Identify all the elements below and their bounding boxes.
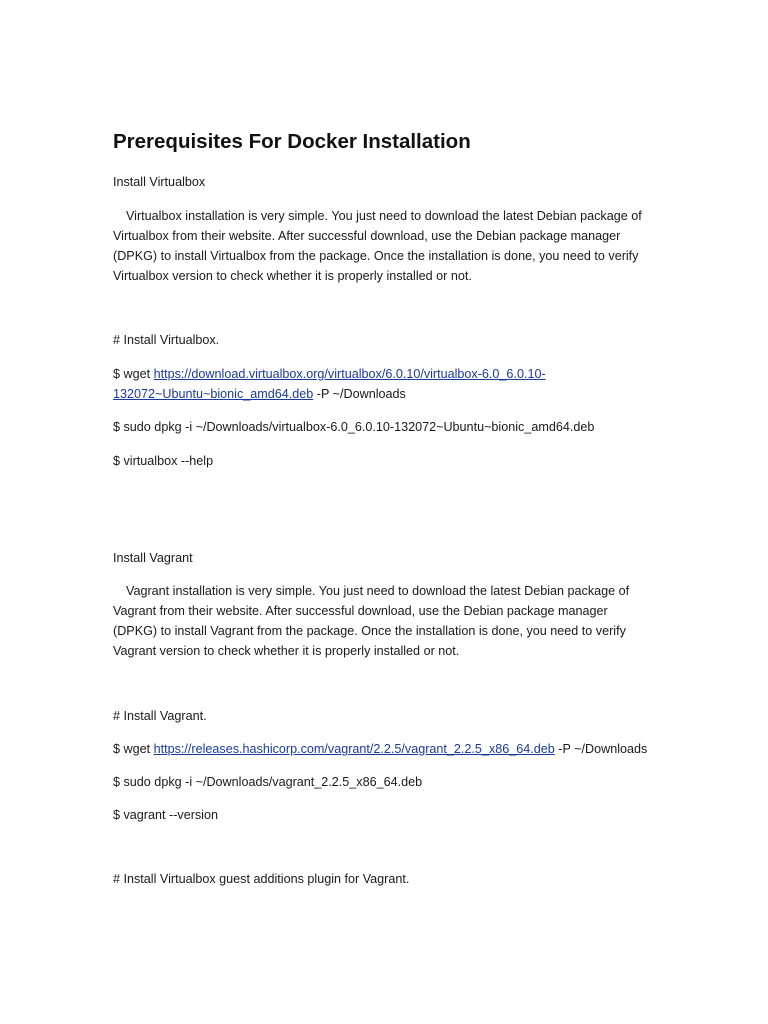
wget-prefix: $ wget [113,742,154,756]
virtualbox-comment: # Install Virtualbox. [113,333,220,347]
document-body [113,128,653,889]
virtualbox-download-link[interactable]: https://download.virtualbox.org/virtualbox/6.0.10/virtualbox-6.0_6.0.10- 132072~Ubuntu~bionic_amd64.deb [113,367,546,401]
wget-prefix: $ wget [113,367,154,381]
plugin-comment: # Install Virtualbox guest additions plugin for Vagrant. [113,872,410,886]
virtualbox-wget-command [113,364,653,404]
wget-suffix: -P ~/Downloads [554,742,648,756]
vagrant-download-link[interactable]: https://releases.hashicorp.com/vagrant/2.2.5/vagrant_2.2.5_x86_64.deb [153,742,555,756]
wget-suffix: -P ~/Downloads [313,387,406,401]
vagrant-dpkg-command: $ sudo dpkg -i ~/Downloads/vagrant_2.2.5_x86_64.deb [113,775,423,789]
section-heading-virtualbox: Install Virtualbox [113,175,206,189]
vagrant-wget-command [113,739,653,759]
section-heading-vagrant: Install Vagrant [113,551,193,565]
vagrant-version-command: $ vagrant --version [113,808,218,822]
virtualbox-paragraph: Virtualbox installation is very simple. You just need to download the latest Debian package of Virtualbox from their website. After successful download, use the Debian package manager (DPKG) to install Virtualbox from the package. Once the installation is done, you need to verify Virtualbox version to check whether it is properly installed or not. [113,209,642,283]
vagrant-paragraph: Vagrant installation is very simple. You just need to download the latest Debian package of Vagrant from their website. After successful download, use the Debian package manager (DPKG) to install Vagrant from the package. Once the installation is done, you need to verify Vagrant version to check whether it is properly installed or not. [113,584,630,658]
page-title: Prerequisites For Docker Installation [113,130,471,153]
vagrant-comment: # Install Vagrant. [113,709,207,723]
virtualbox-dpkg-command: $ sudo dpkg -i ~/Downloads/virtualbox-6.0_6.0.10-132072~Ubuntu~bionic_amd64.deb [113,420,595,434]
virtualbox-help-command: $ virtualbox --help [113,454,214,468]
